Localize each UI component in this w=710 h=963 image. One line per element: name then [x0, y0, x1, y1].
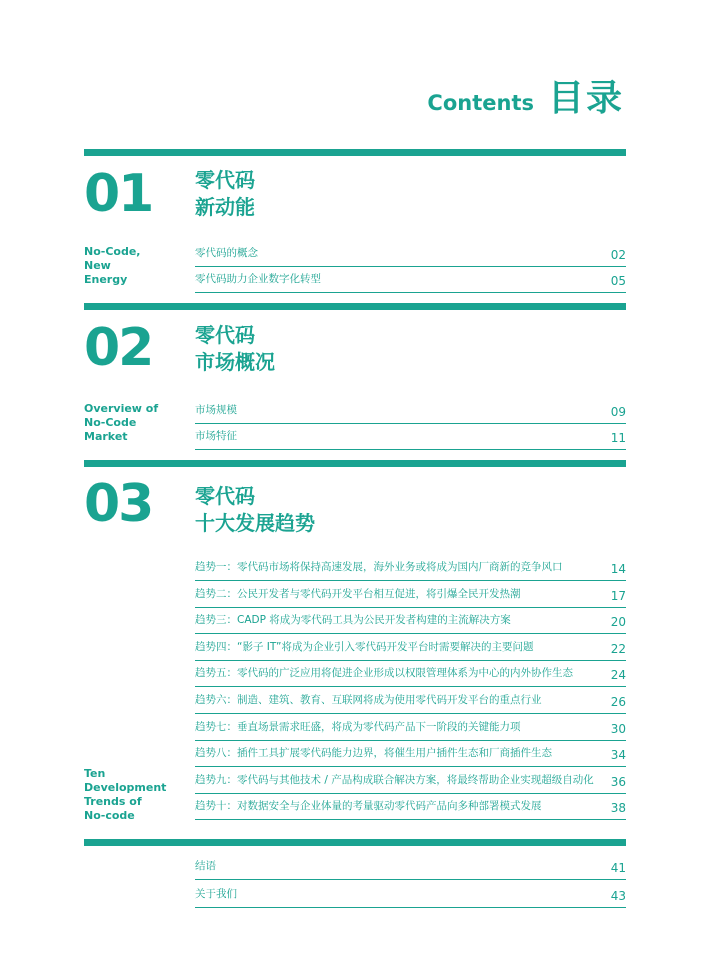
toc-entry-label: 零代码助力企业数字化转型 [195, 273, 321, 285]
page-header [427, 70, 624, 121]
toc-entry-page: 36 [610, 774, 626, 789]
section-divider [84, 149, 626, 156]
page-title-cn: 目录 [547, 78, 624, 119]
toc-entry[interactable] [195, 687, 626, 714]
section-divider [84, 839, 626, 846]
toc-entry[interactable] [195, 661, 626, 688]
toc-entry-page: 22 [610, 641, 626, 656]
toc-entry-page: 30 [610, 721, 626, 736]
toc-entry-label: 结语 [195, 860, 216, 872]
toc-entry-label: 趋势六：制造、建筑、教育、互联网将成为使用零代码开发平台的重点行业 [195, 693, 542, 706]
toc-entry[interactable] [195, 396, 626, 424]
section-number: 01 [84, 164, 153, 224]
toc-entry[interactable] [195, 794, 626, 821]
section-en-title: Overview of No-Code Market [84, 402, 159, 443]
toc-entry[interactable] [195, 741, 626, 768]
toc-entry-label: 趋势一：零代码市场将保持高速发展，海外业务或将成为国内厂商新的竞争风口 [195, 561, 563, 573]
toc-entry-page: 26 [610, 694, 626, 709]
section-divider [84, 303, 626, 310]
toc-entry-page: 24 [610, 668, 626, 683]
toc-list [195, 396, 626, 450]
section-en-title: Ten Development Trends of No-code [84, 767, 167, 822]
toc-entry-label: 趋势二：公民开发者与零代码开发平台相互促进，将引爆全民开发热潮 [195, 587, 521, 600]
section-en-title: No-Code, New Energy [84, 245, 141, 286]
toc-entry-label: 趋势九：零代码与其他技术 / 产品构成联合解决方案，将最终帮助企业实现超级自动化 [195, 773, 594, 786]
page-title-en: Contents [427, 91, 534, 115]
toc-entry-page: 41 [610, 861, 626, 875]
toc-entry-page: 43 [610, 889, 626, 903]
toc-list [195, 238, 626, 293]
toc-entry[interactable] [195, 767, 626, 794]
toc-entry-page: 38 [610, 801, 626, 816]
toc-entry[interactable] [195, 608, 626, 635]
section-divider [84, 460, 626, 467]
toc-entry-page: 17 [610, 588, 626, 603]
section-title: 零代码 市场概况 [195, 323, 275, 374]
toc-entry-label: 趋势五：零代码的广泛应用将促进企业形成以权限管理体系为中心的内外协作生态 [195, 667, 573, 680]
toc-entry[interactable] [195, 555, 626, 581]
section-title: 零代码 十大发展趋势 [195, 484, 315, 535]
toc-entry-label: 零代码的概念 [195, 247, 258, 259]
toc-entry-label: 趋势四：“影子 IT”将成为企业引入零代码开发平台时需要解决的主要问题 [195, 640, 534, 653]
toc-entry-page: 11 [610, 431, 626, 445]
section-number: 03 [84, 474, 153, 534]
toc-entry[interactable] [195, 267, 626, 293]
toc-entry[interactable] [195, 238, 626, 267]
toc-entry-page: 02 [610, 248, 626, 262]
toc-entry-label: 趋势八：插件工具扩展零代码能力边界，将催生用户插件生态和厂商插件生态 [195, 747, 552, 760]
toc-entry-label: 关于我们 [195, 888, 237, 900]
toc-entry[interactable] [195, 854, 626, 880]
section-title: 零代码 新动能 [195, 168, 255, 219]
toc-entry-label: 趋势七：垂直场景需求旺盛，将成为零代码产品下一阶段的关键能力项 [195, 720, 521, 733]
toc-list [195, 555, 626, 820]
toc-entry-page: 09 [610, 405, 626, 419]
toc-entry-label: 趋势三：CADP 将成为零代码工具为公民开发者构建的主流解决方案 [195, 614, 511, 627]
toc-entry-page: 14 [610, 562, 626, 576]
toc-entry-page: 34 [610, 748, 626, 763]
section-number: 02 [84, 318, 153, 378]
toc-entry[interactable] [195, 880, 626, 908]
toc-entry[interactable] [195, 581, 626, 608]
toc-entry-label: 市场规模 [195, 404, 237, 416]
toc-list-closing [195, 854, 626, 908]
toc-entry-label: 趋势十：对数据安全与企业体量的考量驱动零代码产品向多种部署模式发展 [195, 800, 542, 813]
toc-entry[interactable] [195, 714, 626, 741]
toc-entry-page: 05 [610, 274, 626, 288]
toc-entry[interactable] [195, 634, 626, 661]
toc-entry-label: 市场特征 [195, 430, 237, 442]
toc-entry[interactable] [195, 424, 626, 450]
toc-entry-page: 20 [610, 615, 626, 630]
